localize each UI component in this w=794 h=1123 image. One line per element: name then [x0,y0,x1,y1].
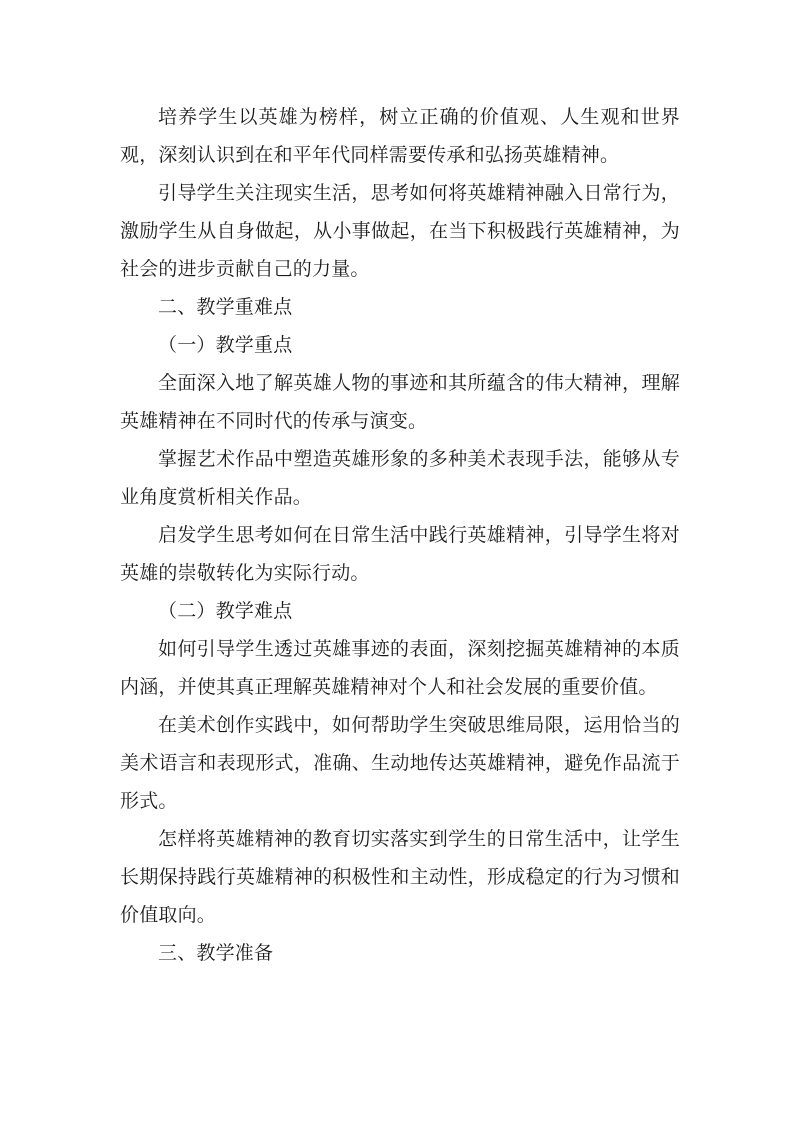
subsection-heading-key-points: （一）教学重点 [158,334,293,356]
section-heading-teaching-preparation: 三、教学准备 [158,942,274,964]
subsection-heading-difficult-points: （二）教学难点 [158,600,293,622]
section-heading-key-difficult-points: 二、教学重难点 [158,296,293,318]
paragraph-difficult-point-1: 如何引导学生透过英雄事迹的表面，深刻挖掘英雄精神的本质内涵，并使其真正理解英雄精神对个人和社会发展的重要价值。 [120,638,680,698]
document-body [120,98,680,972]
paragraph-goal-practice: 引导学生关注现实生活，思考如何将英雄精神融入日常行为，激励学生从自身做起，从小事做起，在当下积极践行英雄精神，为社会的进步贡献自己的力量。 [120,182,680,280]
paragraph-key-point-1: 全面深入地了解英雄人物的事迹和其所蕴含的伟大精神，理解英雄精神在不同时代的传承与演变。 [120,372,680,432]
paragraph-key-point-3: 启发学生思考如何在日常生活中践行英雄精神，引导学生将对英雄的崇敬转化为实际行动。 [120,524,680,584]
paragraph-difficult-point-2: 在美术创作实践中，如何帮助学生突破思维局限，运用恰当的美术语言和表现形式，准确、生动地传达英雄精神，避免作品流于形式。 [120,714,680,812]
paragraph-difficult-point-3: 怎样将英雄精神的教育切实落实到学生的日常生活中，让学生长期保持践行英雄精神的积极性和主动性，形成稳定的行为习惯和价值取向。 [120,828,680,926]
paragraph-goal-values: 培养学生以英雄为榜样，树立正确的价值观、人生观和世界观，深刻认识到在和平年代同样需要传承和弘扬英雄精神。 [120,106,680,166]
paragraph-key-point-2: 掌握艺术作品中塑造英雄形象的多种美术表现手法，能够从专业角度赏析相关作品。 [120,448,680,508]
